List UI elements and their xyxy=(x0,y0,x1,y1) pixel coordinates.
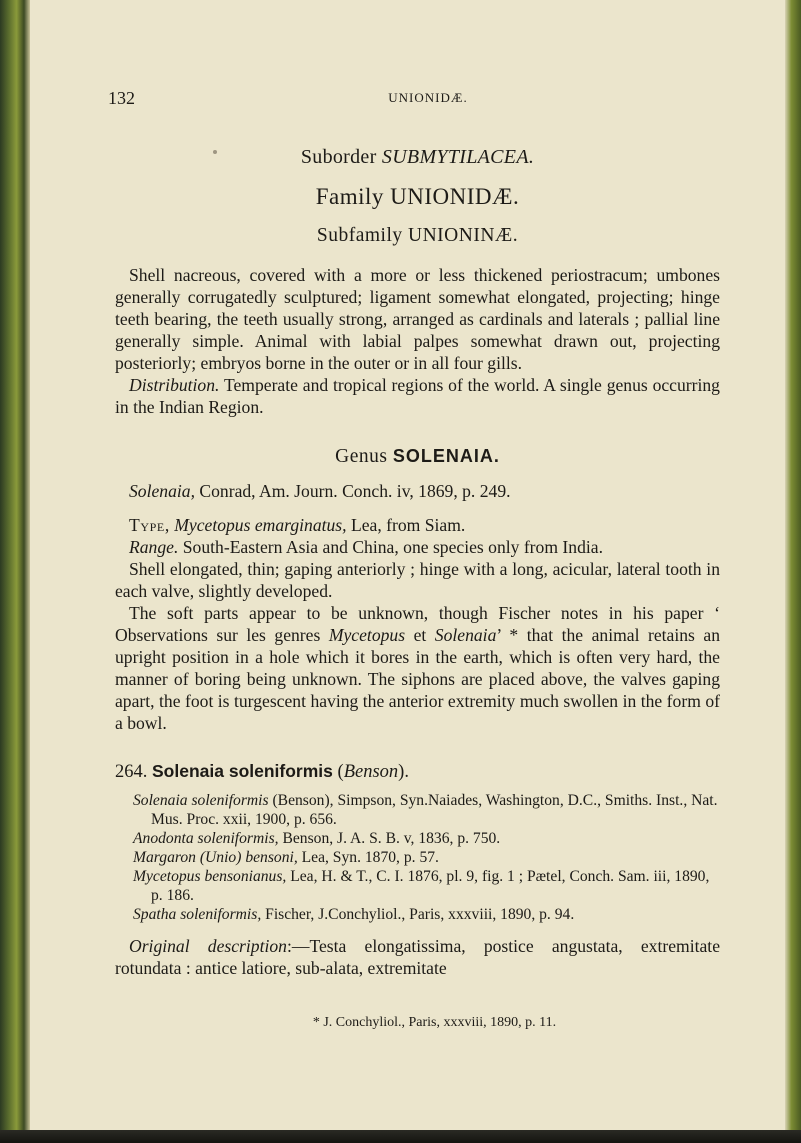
suborder-label: Suborder xyxy=(300,146,377,168)
synonym-reference: Benson, J. A. S. B. v, 1836, p. 750. xyxy=(282,830,501,847)
synonym-name: Anodonta soleniformis, xyxy=(133,830,279,847)
footnote: * J. Conchyliol., Paris, xxxviii, 1890, p. 11. xyxy=(312,1015,557,1030)
synonym-reference: (Benson), Simpson, Syn.Naiades, Washington, D.C., Smiths. Inst., Nat. Mus. Proc. xxii, 1900, p. 656. xyxy=(151,792,718,828)
synonymy-list xyxy=(115,791,720,924)
soft-parts-text-3: ’ * that the animal retains an upright position in a hole which it bores in the earth, which is often very hard, the manner of boring being unknown. The siphons are placed above, the valves gaping apart, the foot is turgescent having the anterior extremity much swollen in the form of a bowl. xyxy=(115,625,721,733)
original-description-label: Original description xyxy=(129,936,287,956)
synonym-reference: Fischer, J.Conchyliol., Paris, xxxviii, 1890, p. 94. xyxy=(265,906,575,923)
type-rest: Lea, from Siam. xyxy=(350,515,466,535)
distribution-paragraph xyxy=(115,374,720,418)
soft-parts-genus-1: Mycetopus xyxy=(328,625,406,645)
genus-label: Genus xyxy=(335,446,388,467)
suborder-heading xyxy=(115,146,720,168)
genus-citation-ref: Conrad, Am. Journ. Conch. iv, 1869, p. 249. xyxy=(199,481,511,501)
original-description xyxy=(115,935,720,979)
range-label: Range. xyxy=(129,537,179,557)
soft-parts-text-2: et xyxy=(413,625,427,645)
genus-citation-name: Solenaia, xyxy=(129,481,195,501)
species-author: Benson xyxy=(343,762,399,782)
synonymy-entry xyxy=(133,829,720,848)
synonym-name: Mycetopus bensonianus, xyxy=(133,868,287,885)
soft-parts-text-1: The soft parts appear to be unknown, though Fischer notes in his paper ‘ Observations sur les genres xyxy=(115,603,720,645)
genus-type xyxy=(115,514,720,536)
page-bottom-edge xyxy=(0,1130,801,1143)
distribution-label: Distribution. xyxy=(129,375,220,395)
species-heading: 264. Solenaia soleniformis (Benson). xyxy=(115,761,409,782)
synonymy-entry xyxy=(133,791,720,829)
synonym-reference: Lea, H. & T., C. I. 1876, pl. 9, fig. 1 ; Pætel, Conch. Sam. iii, 1890, p. 186. xyxy=(151,868,710,904)
subfamily-description: Shell nacreous, covered with a more or less thickened periostracum; umbones generally corrugatedly sculptured; ligament somewhat elongated, projecting; hinge teeth bearing, the teeth usually strong, arranged as cardinals and laterals ; pallial line generally simple. Animal with labial palpes somewhat drawn out, projecting posteriorly; embryos borne in the outer or in all four gills. xyxy=(115,265,720,373)
synonym-reference: Lea, Syn. 1870, p. 57. xyxy=(301,849,439,866)
synonymy-entry xyxy=(133,848,720,867)
original-description-text: :—Testa elongatissima, postice angustata, extremitate rotundata : antice latiore, sub-alata, extremitate xyxy=(115,936,721,978)
page-number: 132 xyxy=(108,88,135,108)
soft-parts-genus-2: Solenaia xyxy=(434,625,497,645)
type-species: Mycetopus emarginatus, xyxy=(174,515,347,535)
genus-range xyxy=(115,536,720,558)
genus-shell-description: Shell elongated, thin; gaping anteriorly ; hinge with a long, acicular, lateral tooth in each valve, slightly developed. xyxy=(115,559,720,601)
species-number: 264. xyxy=(115,762,148,782)
synonymy-entry xyxy=(133,867,720,905)
genus-soft-parts xyxy=(115,602,720,734)
genus-citation xyxy=(115,480,720,502)
species-name: Solenaia soleniformis xyxy=(152,761,333,781)
synonymy-entry xyxy=(133,905,720,924)
synonym-name: Margaron (Unio) bensoni, xyxy=(133,849,298,866)
distribution-text: Temperate and tropical regions of the world. A single genus occurring in the Indian Region. xyxy=(115,375,720,417)
range-text: South-Eastern Asia and China, one species only from India. xyxy=(182,537,603,557)
genus-name: SOLENAIA. xyxy=(392,446,500,466)
family-heading: Family UNIONIDÆ. xyxy=(315,184,520,209)
book-spine-left xyxy=(0,0,30,1143)
page-body xyxy=(115,88,720,1034)
type-label: Type, xyxy=(129,515,170,535)
suborder-name: SUBMYTILACEA. xyxy=(381,146,535,168)
synonym-name: Spatha soleniformis, xyxy=(133,906,262,923)
running-head: UNIONIDÆ. xyxy=(388,90,468,105)
subfamily-heading: Subfamily UNIONINÆ. xyxy=(316,225,519,246)
book-spine-right xyxy=(785,0,801,1143)
synonym-name: Solenaia soleniformis xyxy=(133,792,269,809)
genus-heading xyxy=(115,445,720,468)
